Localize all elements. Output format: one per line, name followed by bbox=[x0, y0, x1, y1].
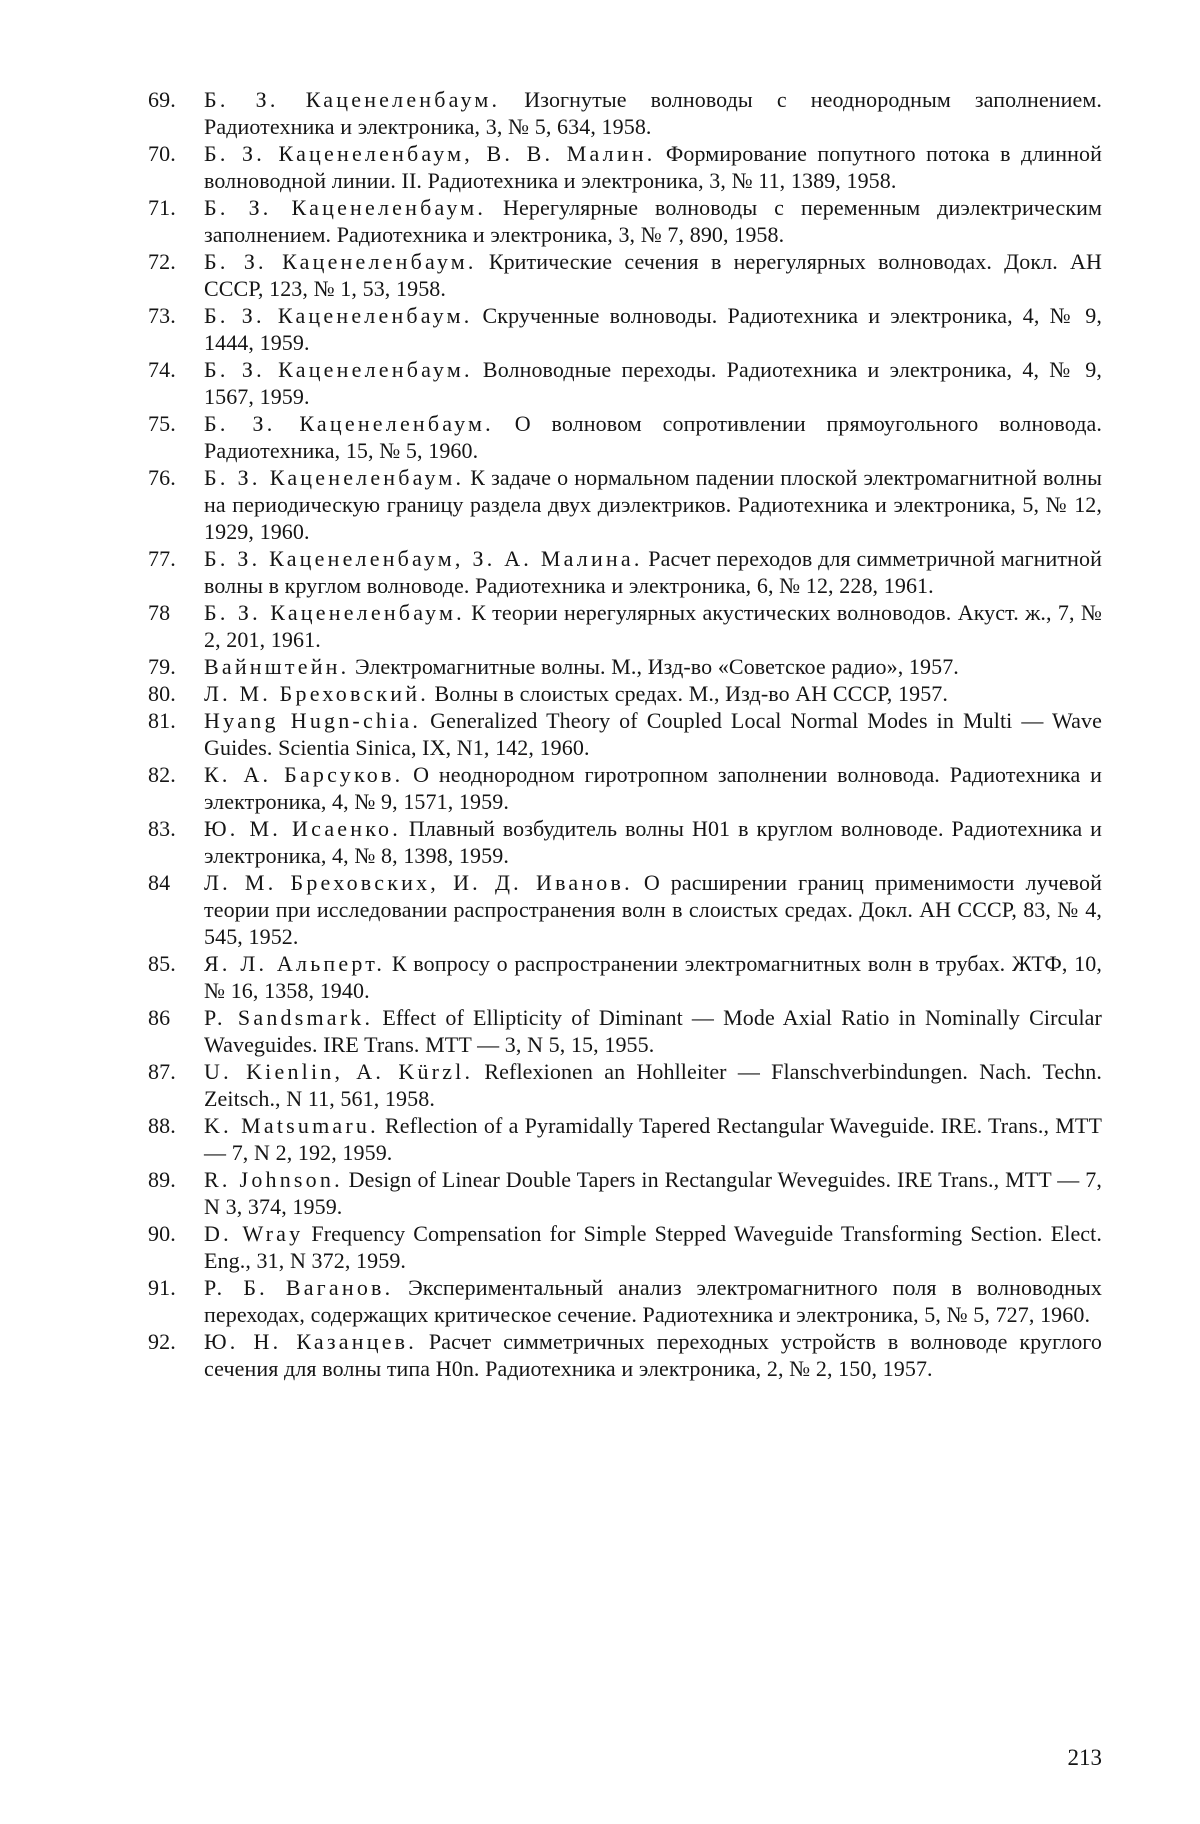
reference-item bbox=[148, 1112, 1102, 1166]
reference-item bbox=[148, 815, 1102, 869]
reference-item bbox=[148, 545, 1102, 599]
reference-text: Reflexionen an Hohlleiter — Flanschverbindungen. Nach. Techn. Zeitsch., N 11, 561, 1958. bbox=[204, 1059, 1103, 1111]
reference-item bbox=[148, 86, 1102, 140]
reference-text: Формирование попутного потока в длинной волноводной линии. II. Радиотехника и электроника, 3, № 11, 1389, 1958. bbox=[204, 141, 1102, 193]
reference-author: Б. З. Каценеленбаум. bbox=[204, 249, 477, 274]
reference-author: Б. З. Каценеленбаум. bbox=[204, 87, 501, 112]
reference-text: К задаче о нормальном падении плоской электромагнитной волны на периодическую границу раздела двух диэлектриков. Радиотехника и электроника, 5, № 12, 1929, 1960. bbox=[204, 465, 1102, 544]
reference-text: Расчет переходов для симметричной магнитной волны в круглом волноводе. Радиотехника и электроника, 6, № 12, 228, 1961. bbox=[204, 546, 1102, 598]
reference-text: Плавный возбудитель волны H01 в круглом волноводе. Радиотехника и электроника, 4, № 8, 1398, 1959. bbox=[204, 816, 1102, 868]
reference-item bbox=[148, 1328, 1102, 1382]
reference-author: Б. З. Каценеленбаум. bbox=[204, 357, 473, 382]
reference-item bbox=[148, 194, 1102, 248]
reference-number: 90. bbox=[148, 1221, 176, 1246]
reference-author: Л. М. Бреховских, И. Д. Иванов. bbox=[204, 870, 633, 895]
reference-item bbox=[148, 356, 1102, 410]
reference-item bbox=[148, 1274, 1102, 1328]
reference-item bbox=[148, 950, 1102, 1004]
reference-text: Frequency Compensation for Simple Stepped Waveguide Transforming Section. Elect. Eng., 31, N 372, 1959. bbox=[204, 1221, 1102, 1273]
reference-number: 80. bbox=[148, 681, 176, 706]
reference-item bbox=[148, 599, 1102, 653]
reference-number: 79. bbox=[148, 654, 176, 679]
reference-author: К. А. Барсуков. bbox=[204, 762, 404, 787]
reference-text: Effect of Ellipticity of Diminant — Mode Axial Ratio in Nominally Circular Waveguides. IRE Trans. MTT — 3, N 5, 15, 1955. bbox=[204, 1005, 1102, 1057]
reference-text: Волноводные переходы. Радиотехника и электроника, 4, № 9, 1567, 1959. bbox=[204, 357, 1102, 409]
reference-text: К вопросу о распространении электромагнитных волн в трубах. ЖТФ, 10, № 16, 1358, 1940. bbox=[204, 951, 1102, 1003]
reference-author: Б. З. Каценеленбаум. bbox=[204, 195, 487, 220]
reference-author: Б. З. Каценеленбаум. bbox=[204, 411, 494, 436]
page-number: 213 bbox=[1067, 1745, 1102, 1770]
reference-item bbox=[148, 1058, 1102, 1112]
reference-author: Б. З. Каценеленбаум. bbox=[204, 600, 465, 625]
reference-text: Критические сечения в нерегулярных волноводах. Докл. АН СССР, 123, № 1, 53, 1958. bbox=[204, 249, 1103, 301]
reference-number: 76. bbox=[148, 465, 176, 490]
reference-number: 77. bbox=[148, 546, 176, 571]
reference-author: K. Matsumaru. bbox=[204, 1113, 379, 1138]
reference-item bbox=[148, 410, 1102, 464]
reference-number: 81. bbox=[148, 708, 176, 733]
reference-author: P. Sandsmark. bbox=[204, 1005, 374, 1030]
reference-number: 74. bbox=[148, 357, 176, 382]
reference-text: К теории нерегулярных акустических волноводов. Акуст. ж., 7, № 2, 201, 1961. bbox=[204, 600, 1102, 652]
reference-item bbox=[148, 248, 1102, 302]
reference-text: О волновом сопротивлении прямоугольного волновода. Радиотехника, 15, № 5, 1960. bbox=[204, 411, 1102, 463]
reference-item bbox=[148, 707, 1102, 761]
reference-number: 86 bbox=[148, 1005, 171, 1030]
reference-author: U. Kienlin, A. Kürzl. bbox=[204, 1059, 474, 1084]
reference-text: Generalized Theory of Coupled Local Normal Modes in Multi — Wave Guides. Scientia Sinica, IX, N1, 142, 1960. bbox=[204, 708, 1102, 760]
reference-number: 82. bbox=[148, 762, 176, 787]
reference-item bbox=[148, 680, 1102, 707]
reference-number: 83. bbox=[148, 816, 176, 841]
reference-item bbox=[148, 1220, 1102, 1274]
reference-number: 69. bbox=[148, 87, 176, 112]
reference-author: Р. Б. Ваганов. bbox=[204, 1275, 394, 1300]
reference-text: Изогнутые волноводы с неоднородным заполнением. Радиотехника и электроника, 3, № 5, 634, 1958. bbox=[204, 87, 1102, 139]
reference-text: Скрученные волноводы. Радиотехника и электроника, 4, № 9, 1444, 1959. bbox=[204, 303, 1102, 355]
reference-text: Волны в слоистых средах. М., Изд-во АН СССР, 1957. bbox=[434, 681, 948, 706]
reference-author: Ю. Н. Казанцев. bbox=[204, 1329, 417, 1354]
reference-number: 84 bbox=[148, 870, 171, 895]
reference-number: 78 bbox=[148, 600, 171, 625]
reference-text: О неоднородном гиротропном заполнении волновода. Радиотехника и электроника, 4, № 9, 1571, 1959. bbox=[204, 762, 1102, 814]
reference-number: 87. bbox=[148, 1059, 176, 1084]
reference-item bbox=[148, 464, 1102, 545]
reference-text: Электромагнитные волны. М., Изд-во «Советское радио», 1957. bbox=[354, 654, 959, 679]
reference-author: Ю. М. Исаенко. bbox=[204, 816, 401, 841]
reference-item bbox=[148, 653, 1102, 680]
reference-text: Design of Linear Double Tapers in Rectangular Weveguides. IRE Trans., MTT — 7, N 3, 374, 1959. bbox=[204, 1167, 1102, 1219]
reference-item bbox=[148, 1004, 1102, 1058]
reference-author: Вайнштейн. bbox=[204, 654, 350, 679]
reference-number: 75. bbox=[148, 411, 176, 436]
reference-number: 85. bbox=[148, 951, 176, 976]
reference-text: Расчет симметричных переходных устройств в волноводе круглого сечения для волны типа H0n. Радиотехника и электроника, 2, № 2, 150, 1957. bbox=[204, 1329, 1102, 1381]
reference-item bbox=[148, 761, 1102, 815]
reference-number: 71. bbox=[148, 195, 176, 220]
reference-number: 73. bbox=[148, 303, 176, 328]
reference-number: 72. bbox=[148, 249, 176, 274]
reference-author: R. Johnson. bbox=[204, 1167, 343, 1192]
reference-number: 91. bbox=[148, 1275, 176, 1300]
reference-number: 70. bbox=[148, 141, 176, 166]
reference-author: Б. З. Каценеленбаум, З. А. Малина. bbox=[204, 546, 643, 571]
reference-list bbox=[148, 86, 1102, 1382]
reference-text: Reflection of a Pyramidally Tapered Rectangular Waveguide. IRE. Trans., MTT — 7, N 2, 192, 1959. bbox=[204, 1113, 1102, 1165]
reference-text: Нерегулярные волноводы с переменным диэлектрическим заполнением. Радиотехника и электроника, 3, № 7, 890, 1958. bbox=[204, 195, 1102, 247]
reference-item bbox=[148, 140, 1102, 194]
reference-item bbox=[148, 1166, 1102, 1220]
reference-author: Hyang Hugn-chia. bbox=[204, 708, 422, 733]
reference-text: Экспериментальный анализ электромагнитного поля в волноводных переходах, содержащих критическое сечение. Радиотехника и электроника, 5, № 5, 727, 1960. bbox=[204, 1275, 1102, 1327]
reference-author: Б. З. Каценеленбаум. bbox=[204, 303, 473, 328]
reference-author: Б. З. Каценеленбаум. bbox=[204, 465, 465, 490]
reference-number: 89. bbox=[148, 1167, 176, 1192]
reference-item bbox=[148, 869, 1102, 950]
reference-author: D. Wray bbox=[204, 1221, 304, 1246]
reference-author: Я. Л. Альперт. bbox=[204, 951, 386, 976]
reference-author: Б. З. Каценеленбаум, В. В. Малин. bbox=[204, 141, 656, 166]
reference-text: О расширении границ применимости лучевой теории при исследовании распространения волн в слоистых средах. Докл. АН СССР, 83, № 4, 545, 1952. bbox=[204, 870, 1102, 949]
reference-author: Л. М. Бреховский. bbox=[204, 681, 429, 706]
reference-number: 92. bbox=[148, 1329, 176, 1354]
reference-item bbox=[148, 302, 1102, 356]
reference-number: 88. bbox=[148, 1113, 176, 1138]
